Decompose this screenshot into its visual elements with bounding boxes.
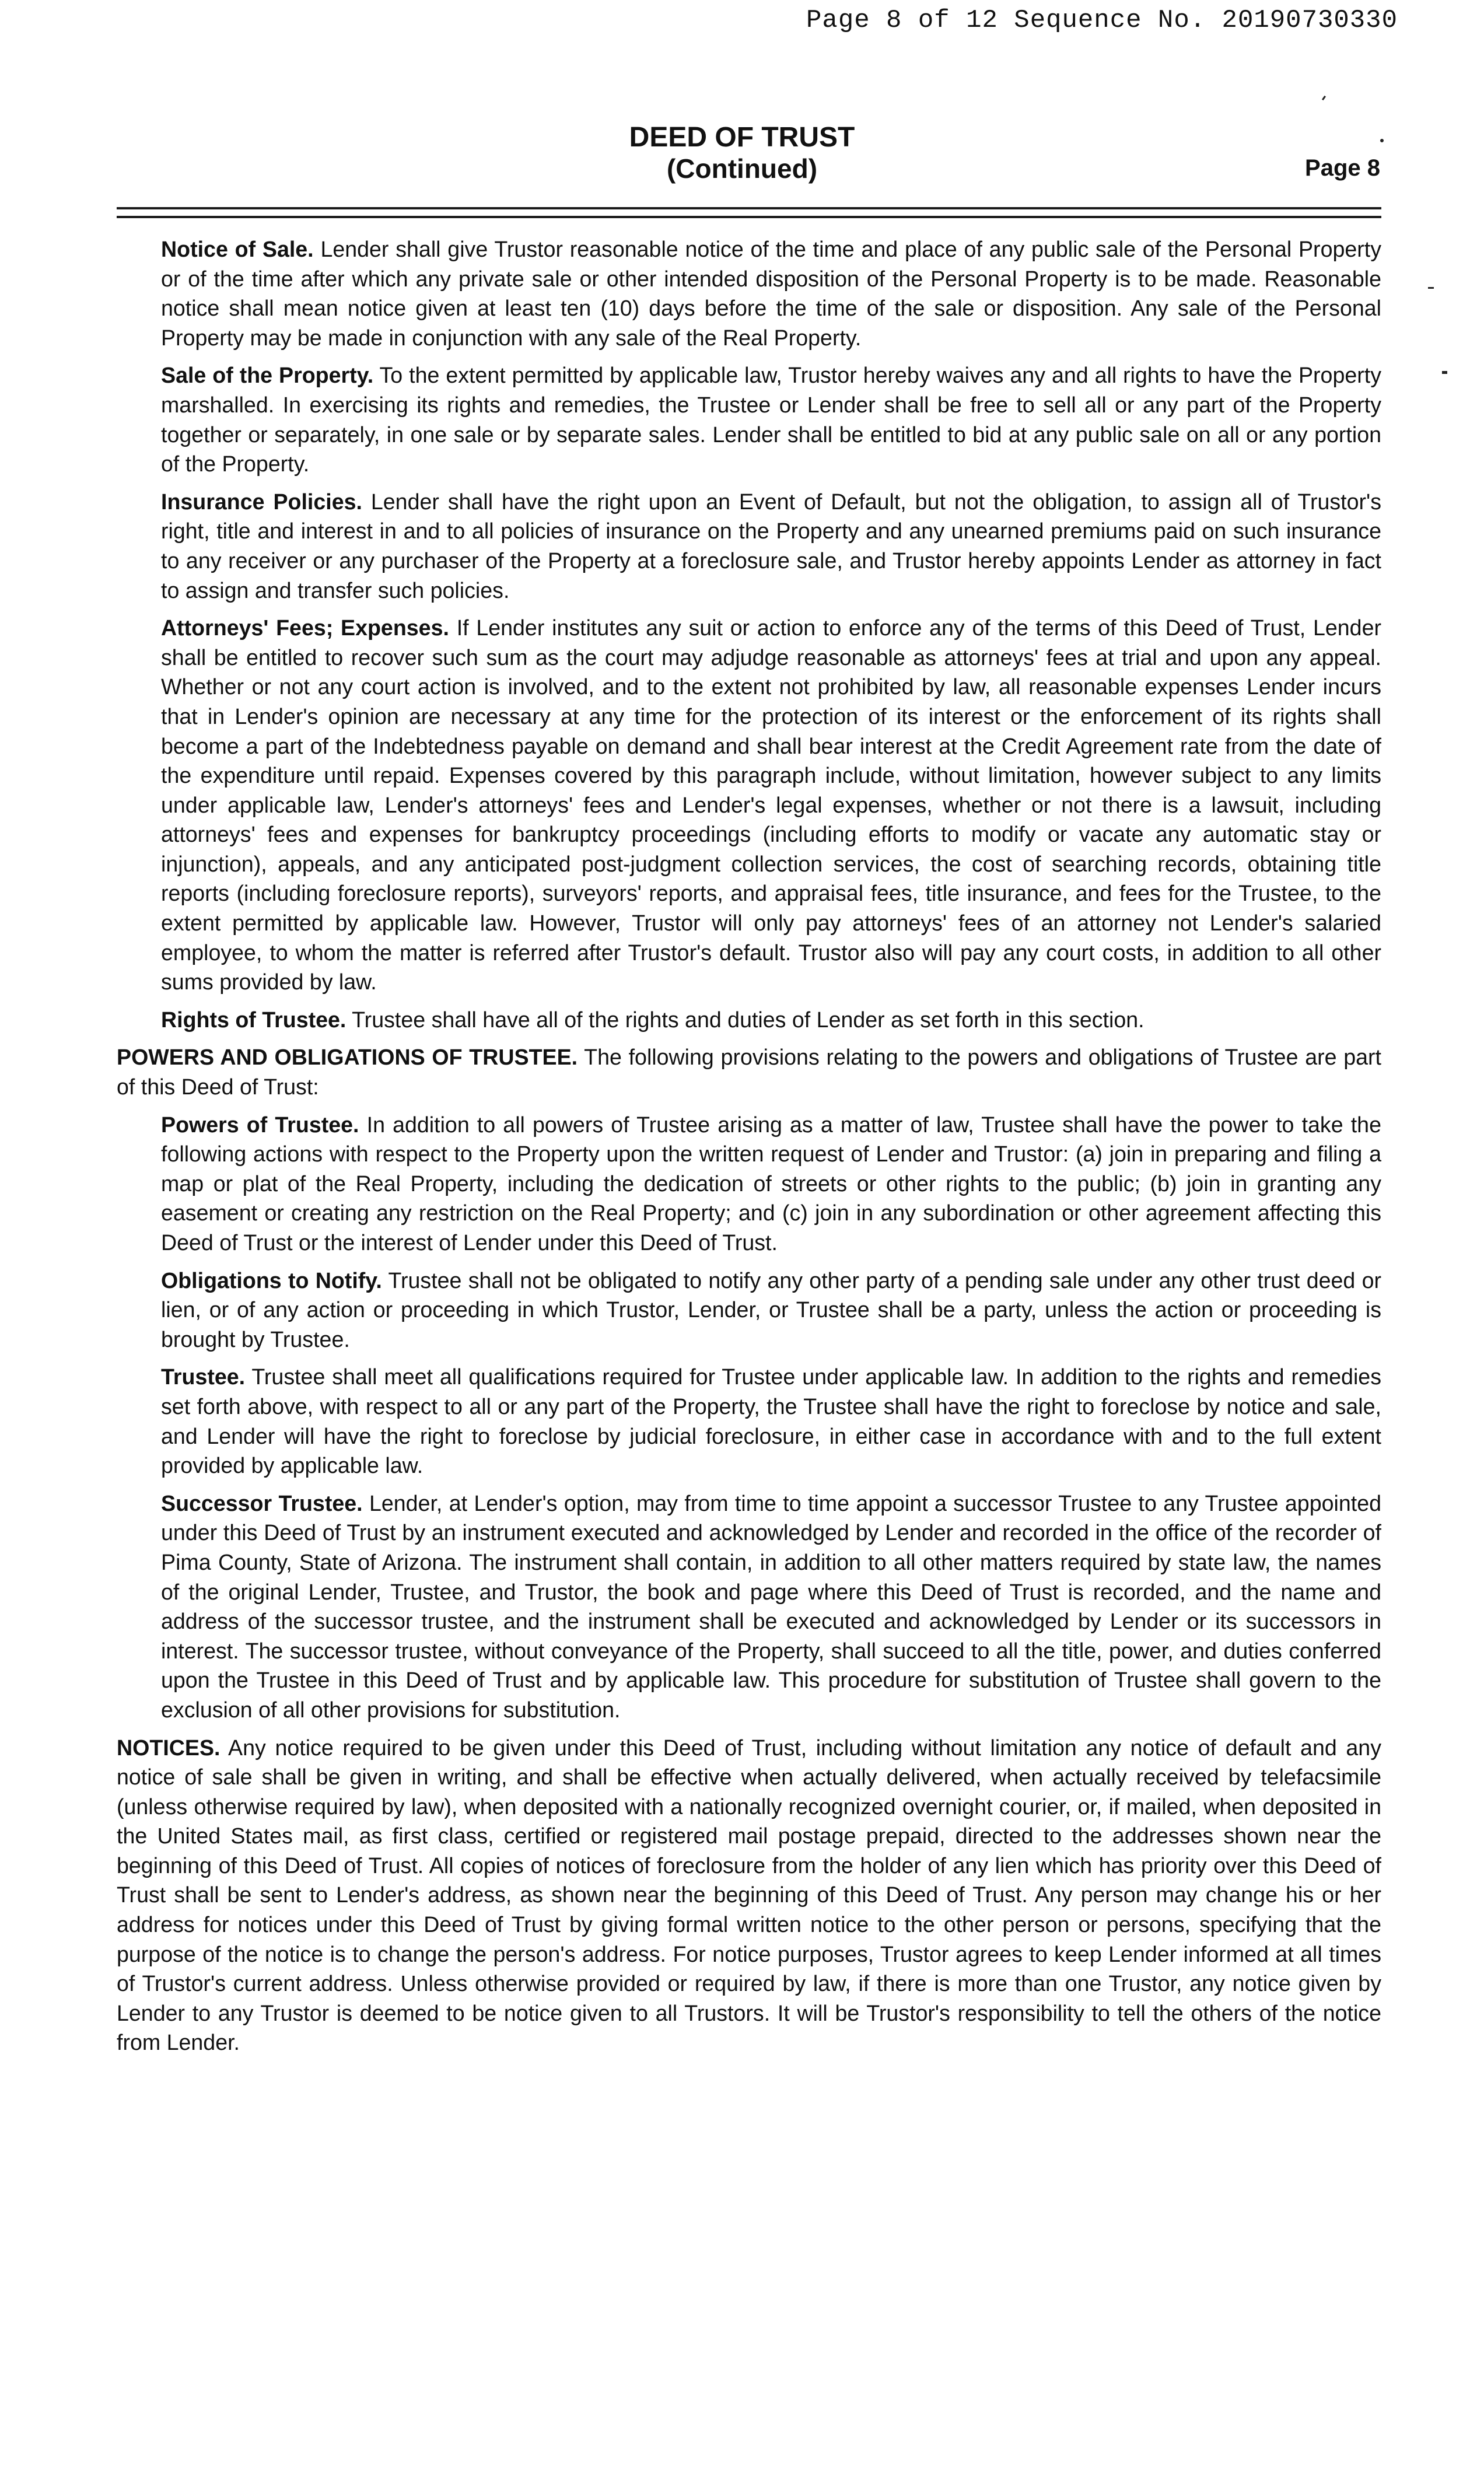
paragraph-successor-trustee [117, 1489, 1381, 1725]
paragraph-heading: Sale of the Property. [161, 363, 374, 388]
paragraph-notice-of-sale [117, 235, 1381, 352]
document-subtitle: (Continued) [666, 153, 818, 184]
paragraph-sale-of-property [117, 360, 1381, 478]
section-powers-and-obligations [117, 1042, 1381, 1101]
document-title: DEED OF TRUST [629, 122, 855, 153]
header-rule-bottom [117, 216, 1381, 218]
section-text: Any notice required to be given under this Deed of Trust, including without limitation any notice of default and any notice of sale shall be given in writing, and shall be effective when actually delivered, when actually received by telefacsimile (unless otherwise required by law), when deposited with a nationally recognized overnight courier, or, if mailed, when deposited in the United States mail, as first class, certified or registered mail postage prepaid, directed to the addresses shown near the beginning of this Deed of Trust. All copies of notices of foreclosure from the holder of any lien which has priority over this Deed of Trust shall be sent to Lender's address, as shown near the beginning of this Deed of Trust. Any person may change his or her address for notices under this Deed of Trust by giving formal written notice to the other person or persons, specifying that the purpose of the notice is to change the person's address. For notice purposes, Trustor agrees to keep Lender informed at all times of Trustor's current address. Unless otherwise provided or required by law, if there is more than one Trustor, any notice given by Lender to any Trustor is deemed to be notice given to all Trustors. It will be Trustor's responsibility to tell the others of the notice from Lender. [117, 1735, 1381, 2055]
paragraph-text: Trustee shall not be obligated to notify any other party of a pending sale under any other trust deed or lien, or of any action or proceeding in which Trustor, Lender, or Trustee shall be a party, unless the action or proceeding is brought by Trustee. [161, 1268, 1381, 1352]
paragraph-heading: Trustee. [161, 1364, 246, 1390]
paragraph-text: If Lender institutes any suit or action to enforce any of the terms of this Deed of Trust, Lender shall be entitled to recover such sum as the court may adjudge reasonable as attorneys' fees at trial and upon any appeal. Whether or not any court action is involved, and to the extent not prohibited by law, all reasonable expenses Lender incurs that in Lender's opinion are necessary at any time for the protection of its interest or the enforcement of its rights shall become a part of the Indebtedness payable on demand and shall bear interest at the Credit Agreement rate from the date of the expenditure until repaid. Expenses covered by this paragraph include, without limitation, however subject to any limits under applicable law, Lender's attorneys' fees and Lender's legal expenses, whether or not there is a lawsuit, including attorneys' fees and expenses for bankruptcy proceedings (including efforts to modify or vacate any automatic stay or injunction), appeals, and any anticipated post-judgment collection services, the cost of searching records, obtaining title reports (including foreclosure reports), surveyors' reports, and appraisal fees, title insurance, and fees for the Trustee, to the extent permitted by applicable law. However, Trustor will only pay attorneys' fees of an attorney not Lender's salaried employee, to whom the matter is referred after Trustor's default. Trustor also will pay any court costs, in addition to all other sums provided by law. [161, 615, 1381, 995]
scan-speck [1322, 96, 1326, 100]
paragraph-powers-of-trustee [117, 1110, 1381, 1258]
paragraph-obligations-to-notify [117, 1266, 1381, 1354]
paragraph-text: Trustee shall have all of the rights and duties of Lender as set forth in this section. [352, 1007, 1144, 1032]
header-rule-top [117, 207, 1381, 209]
paragraph-trustee [117, 1362, 1381, 1480]
section-heading: NOTICES. [117, 1735, 220, 1760]
paragraph-heading: Powers of Trustee. [161, 1112, 359, 1137]
paragraph-heading: Obligations to Notify. [161, 1268, 382, 1293]
paragraph-text: Lender, at Lender's option, may from time to time appoint a successor Trustee to any Trustee appointed under this Deed of Trust by an instrument executed and acknowledged by Lender and recorded in the office of the recorder of Pima County, State of Arizona. The instrument shall contain, in addition to all other matters required by state law, the names of the original Lender, Trustee, and Trustor, the book and page where this Deed of Trust is recorded, and the name and address of the successor trustee, and the instrument shall be executed and acknowledged by Lender or its successors in interest. The successor trustee, without conveyance of the Property, shall succeed to all the title, power, and duties conferred upon the Trustee in this Deed of Trust and by applicable law. This procedure for substitution of Trustee shall govern to the exclusion of all other provisions for substitution. [161, 1490, 1381, 1722]
scan-speck [1380, 139, 1384, 142]
section-heading: POWERS AND OBLIGATIONS OF TRUSTEE. [117, 1045, 578, 1070]
page-label: Page 8 [1305, 155, 1380, 181]
paragraph-text: In addition to all powers of Trustee arising as a matter of law, Trustee shall have the power to take the following actions with respect to the Property upon the written request of Lender and Trustor: (a) join in preparing and filing a map or plat of the Real Property, including the dedication of streets or other rights to the public; (b) join in granting any easement or creating any restriction on the Real Property; and (c) join in any subordination or other agreement affecting this Deed of Trust or the interest of Lender under this Deed of Trust. [161, 1112, 1381, 1255]
document-body [117, 235, 1381, 2066]
paragraph-heading: Attorneys' Fees; Expenses. [161, 615, 449, 640]
paragraph-heading: Insurance Policies. [161, 489, 362, 514]
recorder-stamp: Page 8 of 12 Sequence No. 20190730330 [806, 6, 1398, 35]
scan-speck [1442, 371, 1447, 374]
paragraph-rights-of-trustee [117, 1005, 1381, 1035]
paragraph-text: To the extent permitted by applicable law, Trustor hereby waives any and all rights to have the Property marshalled. In exercising its rights and remedies, the Trustee or Lender shall be free to sell all or any part of the Property together or separately, in one sale or by separate sales. Lender shall be entitled to bid at any public sale on all or any portion of the Property. [161, 363, 1381, 477]
paragraph-text: Lender shall have the right upon an Event of Default, but not the obligation, to assign all of Trustor's right, title and interest in and to all policies of insurance on the Property and any unearned premiums paid on such insurance to any receiver or any purchaser of the Property at a foreclosure sale, and Trustor hereby appoints Lender as attorney in fact to assign and transfer such policies. [161, 489, 1381, 603]
section-text: The following provisions relating to the powers and obligations of Trustee are part of this Deed of Trust: [117, 1045, 1381, 1100]
paragraph-attorneys-fees [117, 613, 1381, 997]
scan-speck [1428, 287, 1434, 289]
paragraph-text: Trustee shall meet all qualifications required for Trustee under applicable law. In addition to the rights and remedies set forth above, with respect to all or any part of the Property, the Trustee shall have the right to foreclose by notice and sale, and Lender will have the right to foreclose by judicial foreclosure, in either case in accordance with and to the full extent provided by applicable law. [161, 1364, 1381, 1478]
paragraph-heading: Successor Trustee. [161, 1490, 363, 1516]
paragraph-text: Lender shall give Trustor reasonable notice of the time and place of any public sale of the Personal Property or of the time after which any private sale or other intended disposition of the Personal Property is to be made. Reasonable notice shall mean notice given at least ten (10) days before the time of the sale or disposition. Any sale of the Personal Property may be made in conjunction with any sale of the Real Property. [161, 237, 1382, 350]
paragraph-heading: Notice of Sale. [161, 237, 314, 261]
paragraph-insurance-policies [117, 487, 1381, 605]
paragraph-heading: Rights of Trustee. [161, 1007, 346, 1032]
section-notices [117, 1733, 1381, 2058]
